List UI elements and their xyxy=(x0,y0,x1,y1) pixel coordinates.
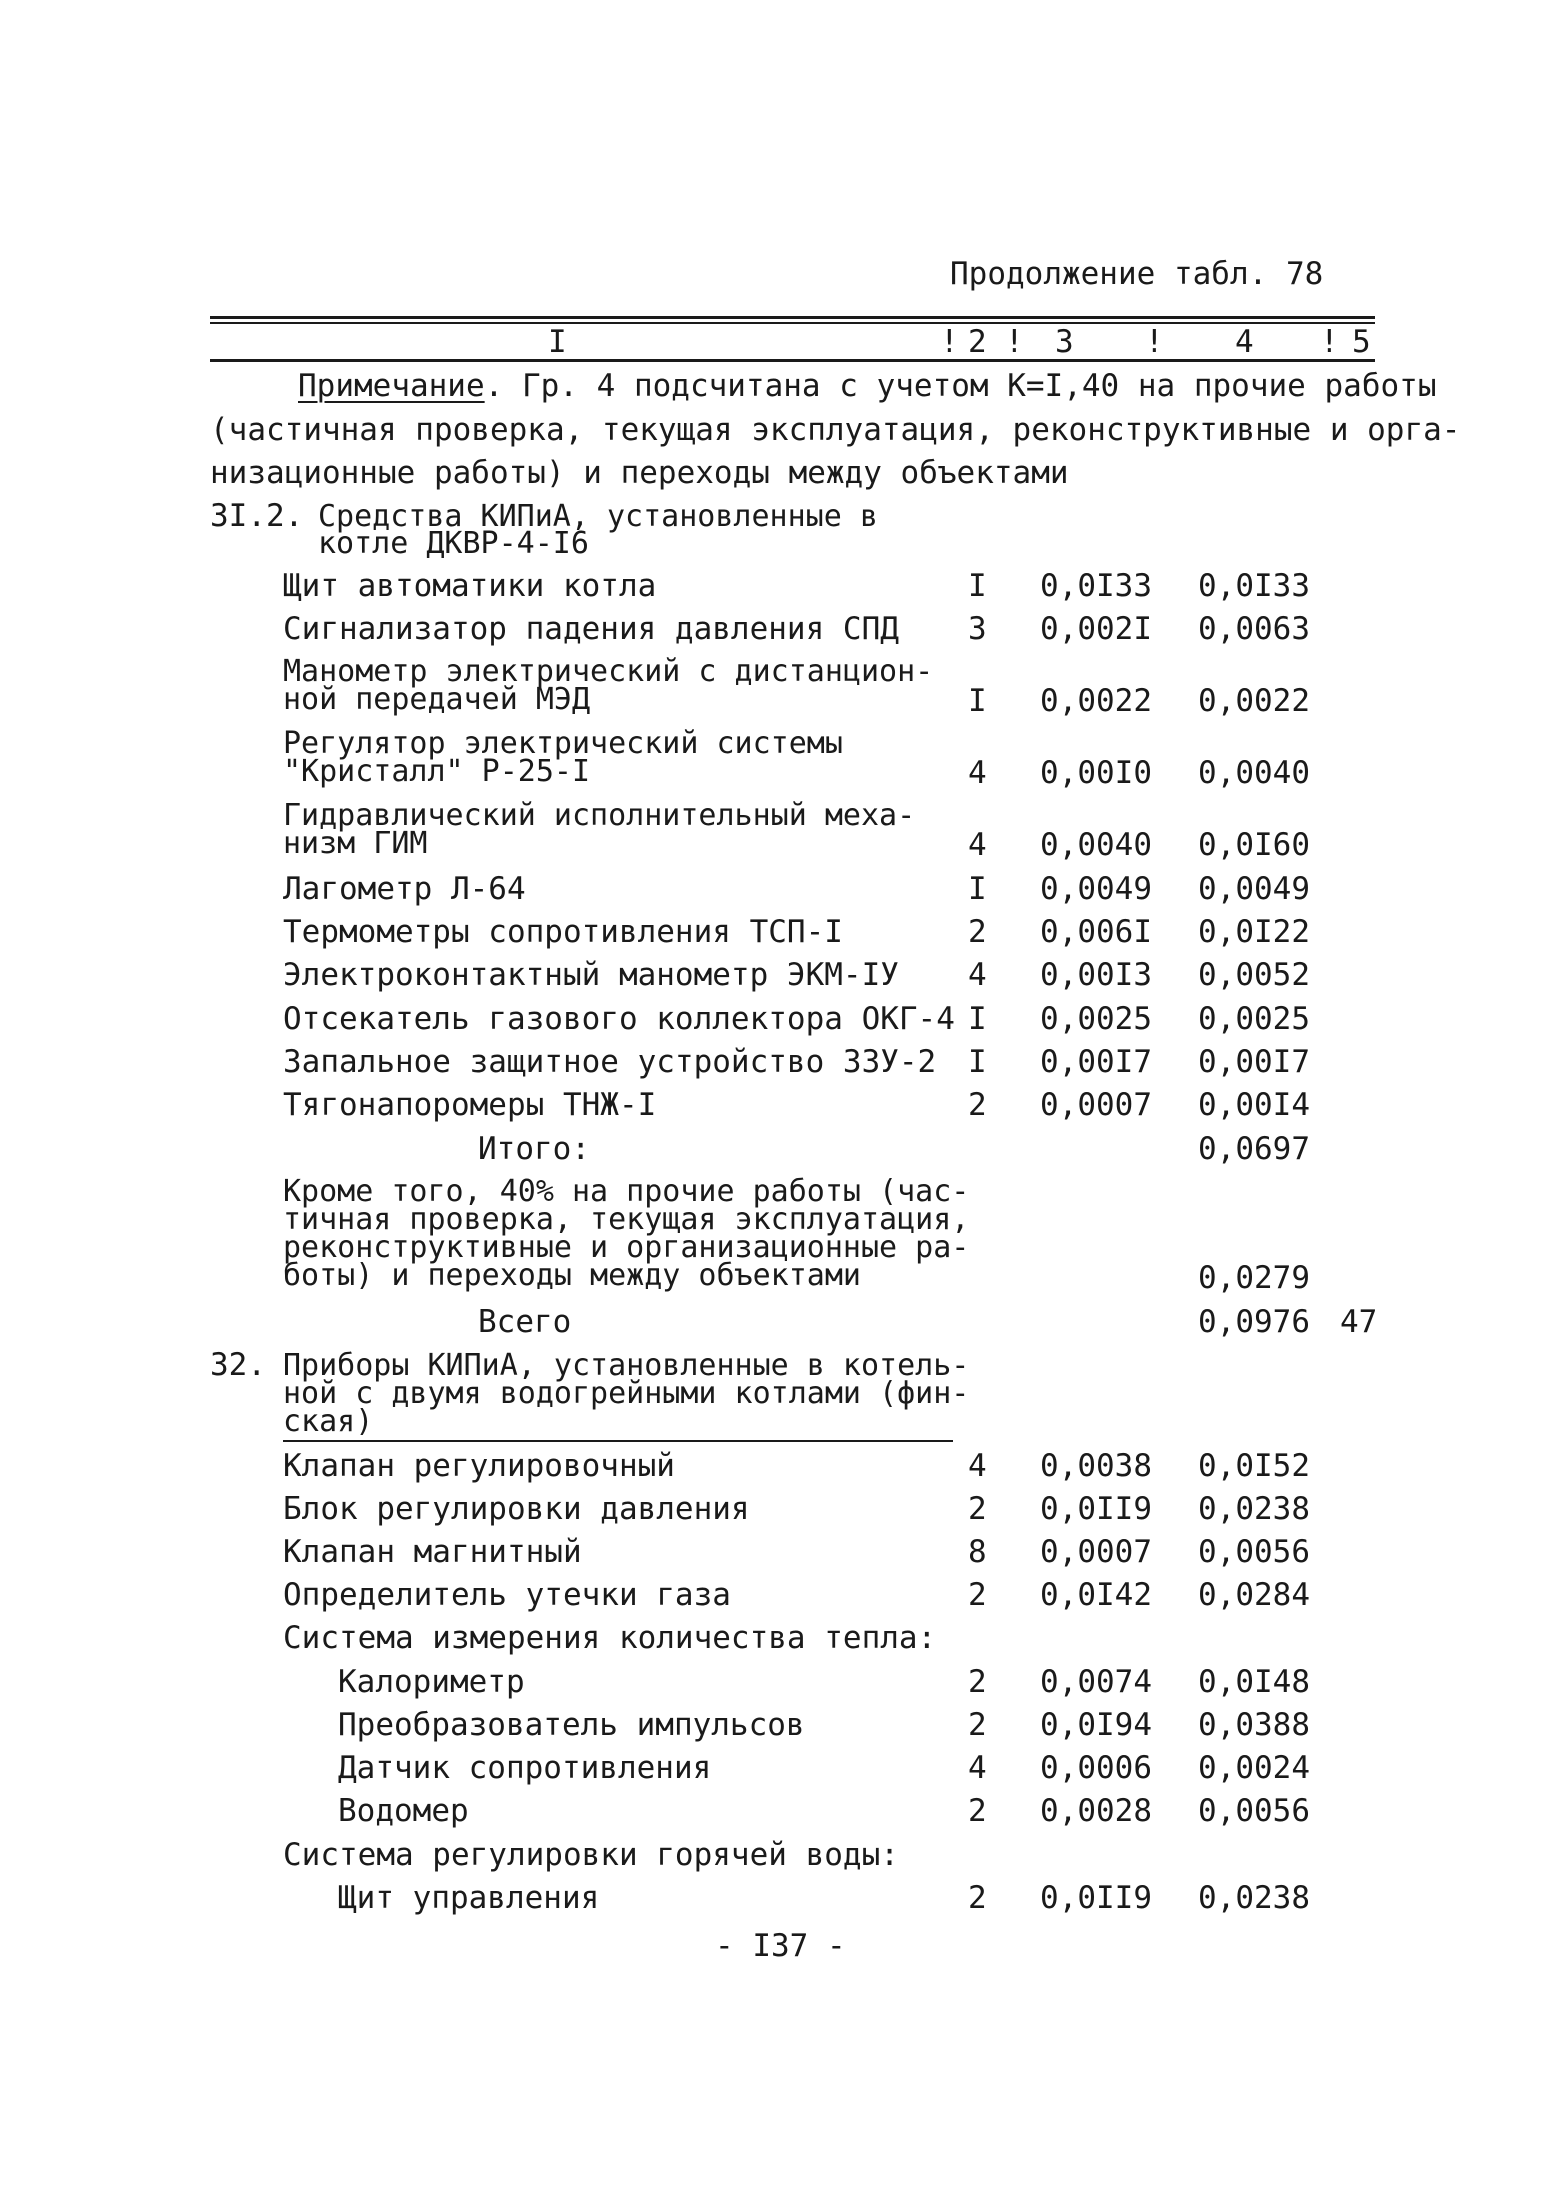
section-title-line: Средства КИПиА, установленные в xyxy=(318,499,878,534)
extra-work-line: тичная проверка, текущая эксплуатация, xyxy=(283,1202,970,1237)
item-total-value: 0,0063 xyxy=(1198,611,1310,647)
item-qty: 2 xyxy=(968,1577,987,1613)
item-total-value: 0,0I22 xyxy=(1198,914,1310,950)
item-name: Клапан регулировочный xyxy=(283,1448,675,1484)
item-qty: 4 xyxy=(968,957,987,993)
item-qty: 4 xyxy=(968,1750,987,1786)
extra-work-line: реконструктивные и организационные ра- xyxy=(283,1230,970,1265)
column-separator: ! xyxy=(940,324,959,360)
item-name: Блок регулировки давления xyxy=(283,1491,750,1527)
item-unit-value: 0,0006 xyxy=(1040,1750,1152,1786)
header-top-rule-2 xyxy=(210,322,1375,324)
section-title-line: ская) xyxy=(283,1404,374,1439)
item-unit-value: 0,0074 xyxy=(1040,1664,1152,1700)
item-qty: 2 xyxy=(968,1707,987,1743)
item-name: Преобразователь импульсов xyxy=(338,1707,805,1743)
item-name: Гидравлический исполнительный меха- xyxy=(283,798,916,833)
column-separator: ! xyxy=(1145,324,1164,360)
subsystem-title: Система регулировки горячей воды: xyxy=(283,1837,899,1873)
extra-work-value: 0,0279 xyxy=(1198,1260,1310,1296)
item-total-value: 0,0I52 xyxy=(1198,1448,1310,1484)
item-qty: 2 xyxy=(968,1793,987,1829)
column-header-3: 3 xyxy=(1055,324,1074,360)
item-name: Щит автоматики котла xyxy=(283,568,657,604)
section-title-underline xyxy=(283,1440,953,1442)
item-unit-value: 0,0028 xyxy=(1040,1793,1152,1829)
item-name: Термометры сопротивления ТСП-I xyxy=(283,914,843,950)
item-name: "Кристалл" Р-25-I xyxy=(283,754,591,789)
extra-work-line: Кроме того, 40% на прочие работы (час- xyxy=(283,1174,970,1209)
item-total-value: 0,0238 xyxy=(1198,1491,1310,1527)
header-bottom-rule xyxy=(210,359,1375,362)
item-total-value: 0,0056 xyxy=(1198,1534,1310,1570)
item-unit-value: 0,00I0 xyxy=(1040,755,1152,791)
total-col5-value: 47 xyxy=(1340,1304,1378,1340)
item-name: низм ГИМ xyxy=(283,826,428,861)
item-name: Лагометр Л-64 xyxy=(283,871,526,907)
item-qty: 2 xyxy=(968,1664,987,1700)
item-unit-value: 0,0040 xyxy=(1040,827,1152,863)
item-unit-value: 0,0II9 xyxy=(1040,1880,1152,1916)
item-qty: 4 xyxy=(968,1448,987,1484)
extra-work-line: боты) и переходы между объектами xyxy=(283,1258,861,1293)
item-unit-value: 0,002I xyxy=(1040,611,1152,647)
total-label: Всего xyxy=(478,1304,572,1340)
item-name: Датчик сопротивления xyxy=(338,1750,712,1786)
column-separator: ! xyxy=(1320,324,1339,360)
item-name: Запальное защитное устройство ЗЗУ-2 xyxy=(283,1044,937,1080)
item-total-value: 0,0024 xyxy=(1198,1750,1310,1786)
item-unit-value: 0,0049 xyxy=(1040,871,1152,907)
note-line-3: низационные работы) и переходы между объектами xyxy=(210,455,1069,491)
item-unit-value: 0,0007 xyxy=(1040,1534,1152,1570)
item-qty: 2 xyxy=(968,1087,987,1123)
item-total-value: 0,0238 xyxy=(1198,1880,1310,1916)
item-unit-value: 0,00I3 xyxy=(1040,957,1152,993)
section-number: 3I.2. xyxy=(210,498,304,534)
item-total-value: 0,0388 xyxy=(1198,1707,1310,1743)
item-qty: I xyxy=(968,1044,987,1080)
item-unit-value: 0,0007 xyxy=(1040,1087,1152,1123)
subtotal-value: 0,0697 xyxy=(1198,1131,1310,1167)
item-total-value: 0,0040 xyxy=(1198,755,1310,791)
item-name: Сигнализатор падения давления СПД xyxy=(283,611,899,647)
total-value: 0,0976 xyxy=(1198,1304,1310,1340)
note-line-2: (частичная проверка, текущая эксплуатация, реконструктивные и орга- xyxy=(210,412,1461,448)
subtotal-label: Итого: xyxy=(478,1131,590,1167)
item-total-value: 0,00I7 xyxy=(1198,1044,1310,1080)
item-unit-value: 0,0I94 xyxy=(1040,1707,1152,1743)
item-qty: I xyxy=(968,1001,987,1037)
note-line-1 xyxy=(298,368,1436,404)
header-top-rule xyxy=(210,316,1375,319)
item-name: Электроконтактный манометр ЭКМ-IУ xyxy=(283,957,899,993)
item-name: ной передачей МЭД xyxy=(283,682,591,717)
item-qty: 4 xyxy=(968,755,987,791)
item-total-value: 0,0I48 xyxy=(1198,1664,1310,1700)
item-total-value: 0,0049 xyxy=(1198,871,1310,907)
item-name: Определитель утечки газа xyxy=(283,1577,731,1613)
item-unit-value: 0,0I33 xyxy=(1040,568,1152,604)
item-qty: I xyxy=(968,568,987,604)
item-name: Манометр электрический с дистанцион- xyxy=(283,654,934,689)
column-header-2: 2 xyxy=(968,324,987,360)
item-name: Водомер xyxy=(338,1793,469,1829)
item-total-value: 0,0I60 xyxy=(1198,827,1310,863)
item-name: Тягонапоромеры ТНЖ-I xyxy=(283,1087,657,1123)
item-name: Отсекатель газового коллектора ОКГ-4 xyxy=(283,1001,955,1037)
page-number: - I37 - xyxy=(715,1928,846,1964)
item-name: Калориметр xyxy=(338,1664,525,1700)
column-header-5: 5 xyxy=(1352,324,1371,360)
item-total-value: 0,00I4 xyxy=(1198,1087,1310,1123)
item-qty: I xyxy=(968,683,987,719)
item-name: Щит управления xyxy=(338,1880,600,1916)
item-unit-value: 0,0I42 xyxy=(1040,1577,1152,1613)
section-title-line: котле ДКВР-4-I6 xyxy=(318,526,589,561)
note-label: Примечание xyxy=(298,368,485,404)
item-unit-value: 0,00I7 xyxy=(1040,1044,1152,1080)
note-line-1-rest: . Гр. 4 подсчитана с учетом К=I,40 на прочие работы xyxy=(484,368,1437,404)
item-unit-value: 0,0038 xyxy=(1040,1448,1152,1484)
item-total-value: 0,0284 xyxy=(1198,1577,1310,1613)
item-qty: I xyxy=(968,871,987,907)
subsystem-title: Система измерения количества тепла: xyxy=(283,1620,937,1656)
item-unit-value: 0,0025 xyxy=(1040,1001,1152,1037)
item-qty: 2 xyxy=(968,1491,987,1527)
item-total-value: 0,0056 xyxy=(1198,1793,1310,1829)
item-total-value: 0,0052 xyxy=(1198,957,1310,993)
item-total-value: 0,0022 xyxy=(1198,683,1310,719)
column-header-1: I xyxy=(548,324,567,360)
item-qty: 2 xyxy=(968,1880,987,1916)
section-title-line: ной с двумя водогрейными котлами (фин- xyxy=(283,1376,970,1411)
item-unit-value: 0,0022 xyxy=(1040,683,1152,719)
item-total-value: 0,0I33 xyxy=(1198,568,1310,604)
item-qty: 3 xyxy=(968,611,987,647)
section-number: 32. xyxy=(210,1347,266,1383)
item-name: Клапан магнитный xyxy=(283,1534,582,1570)
column-separator: ! xyxy=(1005,324,1024,360)
item-unit-value: 0,0II9 xyxy=(1040,1491,1152,1527)
item-unit-value: 0,006I xyxy=(1040,914,1152,950)
item-qty: 4 xyxy=(968,827,987,863)
item-total-value: 0,0025 xyxy=(1198,1001,1310,1037)
item-name: Регулятор электрический системы xyxy=(283,726,843,761)
item-qty: 2 xyxy=(968,914,987,950)
table-continuation-caption: Продолжение табл. 78 xyxy=(950,256,1324,292)
section-title-line: Приборы КИПиА, установленные в котель- xyxy=(283,1348,970,1383)
item-qty: 8 xyxy=(968,1534,987,1570)
column-header-4: 4 xyxy=(1235,324,1254,360)
